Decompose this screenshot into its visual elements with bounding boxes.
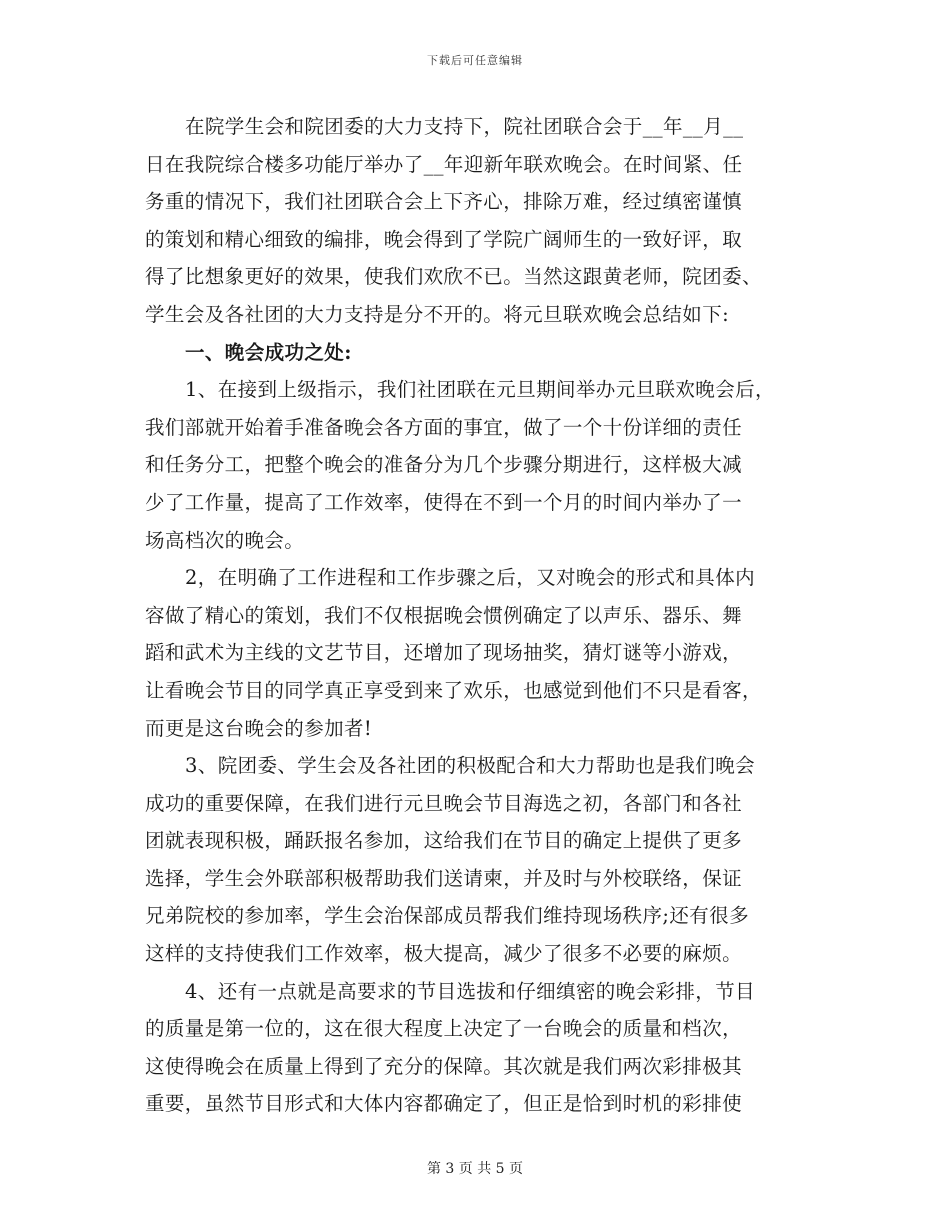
text-line: 这样的支持使我们工作效率，极大提高，减少了很多不必要的麻烦。	[145, 942, 743, 966]
page-footer: 第 3 页 共 5 页	[426, 1161, 524, 1177]
text-line: 得了比想象更好的效果，使我们欢欣不已。当然这跟黄老师，院团委、	[145, 265, 762, 289]
section-heading: 一、晚会成功之处:	[185, 340, 352, 364]
text-line: 3、院团委、学生会及各社团的积极配合和大力帮助也是我们晚会	[185, 754, 756, 778]
text-line: 蹈和武术为主线的文艺节目，还增加了现场抽奖，猜灯谜等小游戏，	[145, 641, 743, 665]
text-line: 务重的情况下，我们社团联合会上下齐心，排除万难，经过缜密谨慎	[145, 190, 743, 214]
text-line: 而更是这台晚会的参加者!	[145, 716, 373, 740]
text-line: 兄弟院校的参加率，学生会治保部成员帮我们维持现场秩序;还有很多	[145, 904, 749, 928]
text-line: 场高档次的晚会。	[145, 528, 305, 552]
text-line: 团就表现积极，踊跃报名参加，这给我们在节目的确定上提供了更多	[145, 829, 743, 853]
header-note: 下载后可任意编辑	[427, 54, 523, 67]
text-line: 的策划和精心细致的编排，晚会得到了学院广阔师生的一致好评，取	[145, 227, 743, 251]
text-line: 选择，学生会外联部积极帮助我们送请柬，并及时与外校联络，保证	[145, 866, 743, 890]
text-line: 容做了精心的策划，我们不仅根据晚会惯例确定了以声乐、器乐、舞	[145, 603, 743, 627]
text-line: 在院学生会和院团委的大力支持下，院社团联合会于__年__月__	[185, 115, 744, 138]
text-line: 和任务分工，把整个晚会的准备分为几个步骤分期进行，这样极大减	[145, 453, 743, 477]
document-body	[145, 108, 810, 1123]
text-line: 日在我院综合楼多功能厅举办了__年迎新年联欢晚会。在时间紧、任	[145, 152, 743, 176]
text-line: 学生会及各社团的大力支持是分不开的。将元旦联欢晚会总结如下:	[145, 302, 730, 326]
text-line: 重要，虽然节目形式和大体内容都确定了，但正是恰到时机的彩排使	[145, 1092, 743, 1116]
text-line: 成功的重要保障，在我们进行元旦晚会节目海选之初，各部门和各社	[145, 791, 743, 815]
text-line: 让看晚会节目的同学真正享受到来了欢乐，也感觉到他们不只是看客，	[145, 678, 762, 702]
text-line: 2，在明确了工作进程和工作步骤之后，又对晚会的形式和具体内	[185, 566, 756, 590]
text-line: 4、还有一点就是高要求的节目选拔和仔细缜密的晚会彩排，节目	[185, 979, 756, 1003]
text-line: 这使得晚会在质量上得到了充分的保障。其次就是我们两次彩排极其	[145, 1054, 743, 1078]
text-line: 我们部就开始着手准备晚会各方面的事宜，做了一个十份详细的责任	[145, 415, 743, 439]
text-line: 少了工作量，提高了工作效率，使得在不到一个月的时间内举办了一	[145, 490, 743, 514]
text-line: 的质量是第一位的，这在很大程度上决定了一台晚会的质量和档次，	[145, 1017, 743, 1041]
text-line: 1、在接到上级指示，我们社团联在元旦期间举办元旦联欢晚会后，	[185, 378, 775, 402]
